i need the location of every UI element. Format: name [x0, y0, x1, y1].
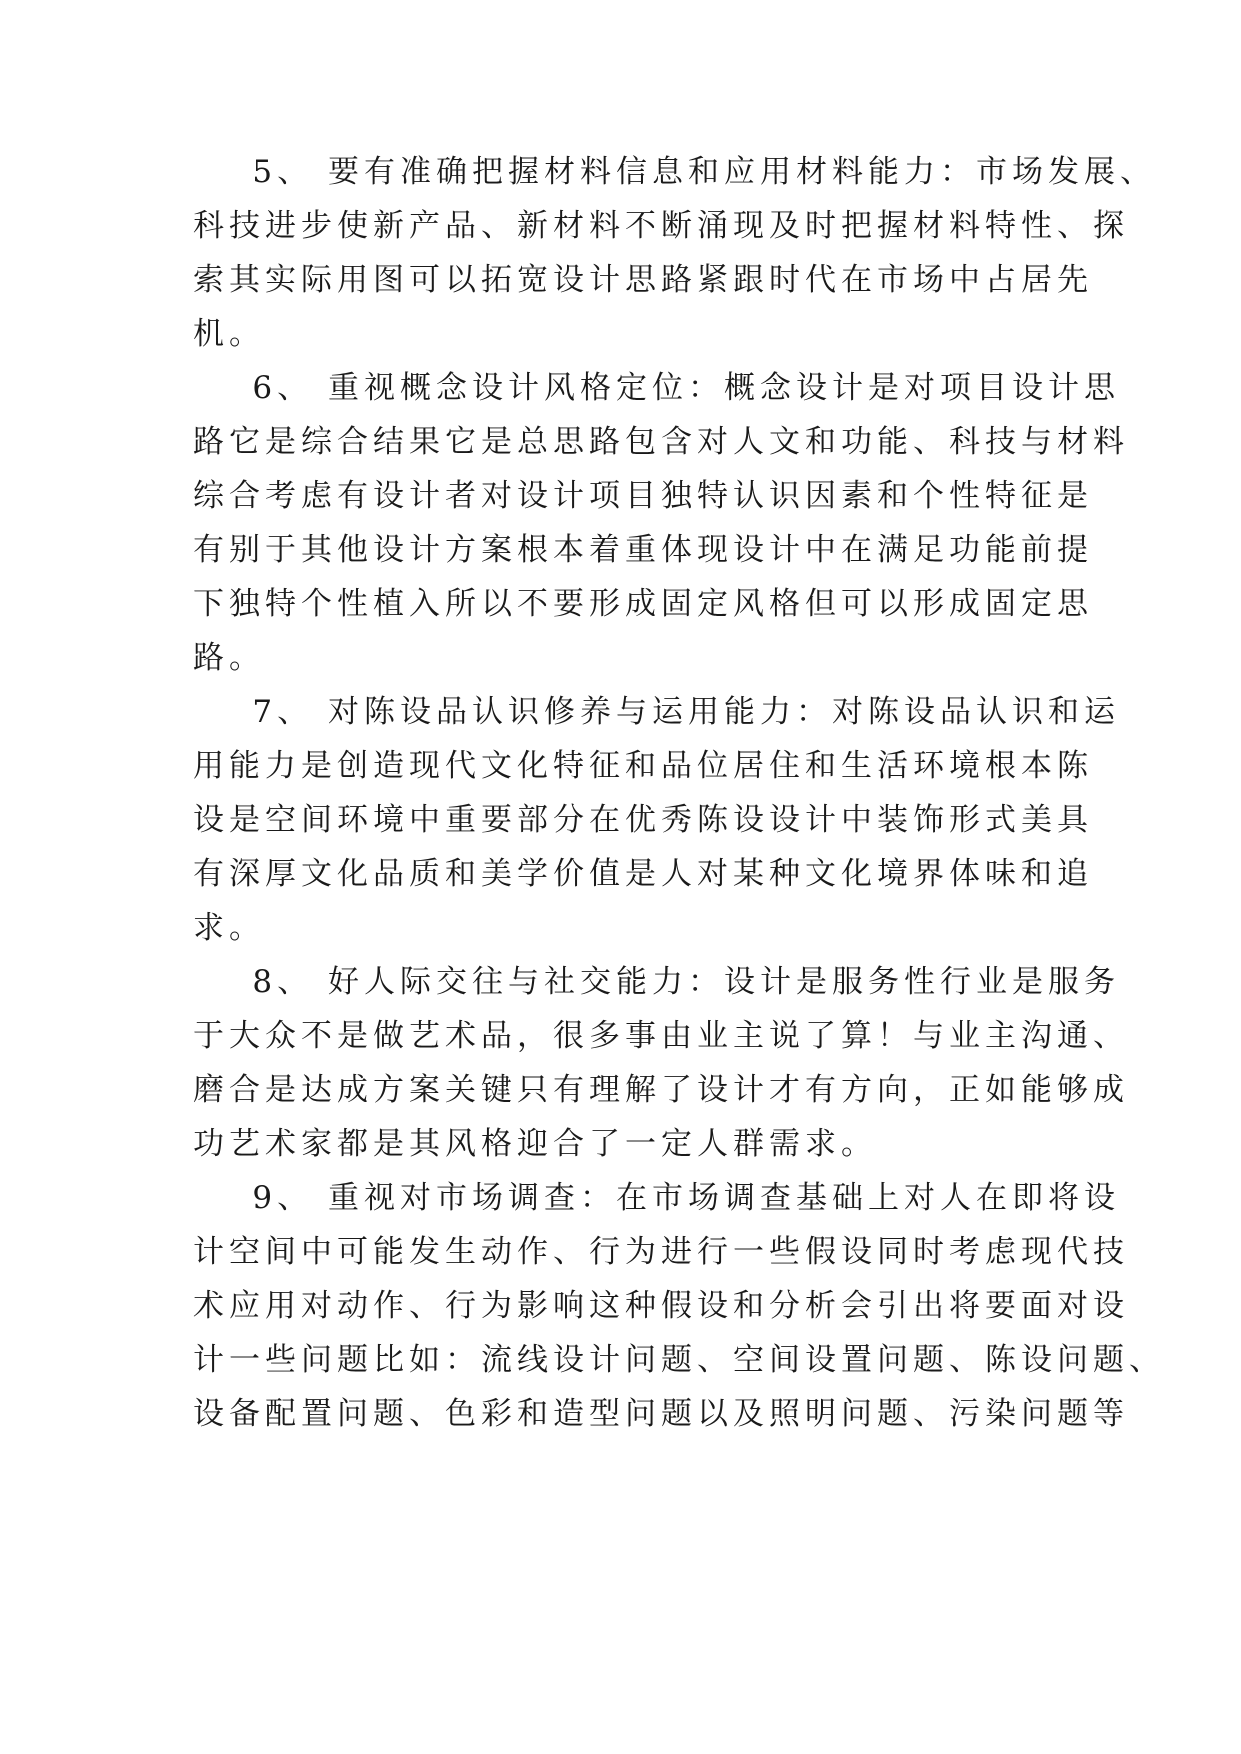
text-line: 综合考虑有设计者对设计项目独特认识因素和个性特征是: [193, 478, 1093, 514]
text-line: 9、 重视对市场调查：在市场调查基础上对人在即将设: [193, 1180, 1120, 1216]
text-line: 磨合是达成方案关键只有理解了设计才有方向，正如能够成: [193, 1072, 1129, 1108]
text-line: 下独特个性植入所以不要形成固定风格但可以形成固定思: [193, 586, 1093, 622]
text-line: 计一些问题比如：流线设计问题、空间设置问题、陈设问题、: [193, 1342, 1165, 1378]
text-line: 计空间中可能发生动作、行为进行一些假设同时考虑现代技: [193, 1234, 1129, 1270]
text-line: 7、 对陈设品认识修养与运用能力：对陈设品认识和运: [193, 694, 1120, 730]
text-line: 用能力是创造现代文化特征和品位居住和生活环境根本陈: [193, 748, 1093, 784]
text-line: 有深厚文化品质和美学价值是人对某种文化境界体味和追: [193, 856, 1093, 892]
text-line: 路它是综合结果它是总思路包含对人文和功能、科技与材料: [193, 424, 1129, 460]
text-line: 于大众不是做艺术品，很多事由业主说了算！与业主沟通、: [193, 1018, 1129, 1054]
text-line: 5、 要有准确把握材料信息和应用材料能力：市场发展、: [193, 154, 1156, 190]
text-line: 机。: [193, 316, 265, 352]
text-line: 6、 重视概念设计风格定位：概念设计是对项目设计思: [193, 370, 1120, 406]
text-line: 路。: [193, 640, 265, 676]
text-line: 索其实际用图可以拓宽设计思路紧跟时代在市场中占居先: [193, 262, 1093, 298]
text-line: 有别于其他设计方案根本着重体现设计中在满足功能前提: [193, 532, 1093, 568]
text-line: 科技进步使新产品、新材料不断涌现及时把握材料特性、探: [193, 208, 1129, 244]
text-line: 8、 好人际交往与社交能力：设计是服务性行业是服务: [193, 964, 1120, 1000]
text-line: 求。: [193, 910, 265, 946]
text-line: 设是空间环境中重要部分在优秀陈设设计中装饰形式美具: [193, 802, 1093, 838]
text-line: 功艺术家都是其风格迎合了一定人群需求。: [193, 1126, 877, 1162]
text-line: 设备配置问题、色彩和造型问题以及照明问题、污染问题等: [193, 1396, 1129, 1432]
text-line: 术应用对动作、行为影响这种假设和分析会引出将要面对设: [193, 1288, 1129, 1324]
